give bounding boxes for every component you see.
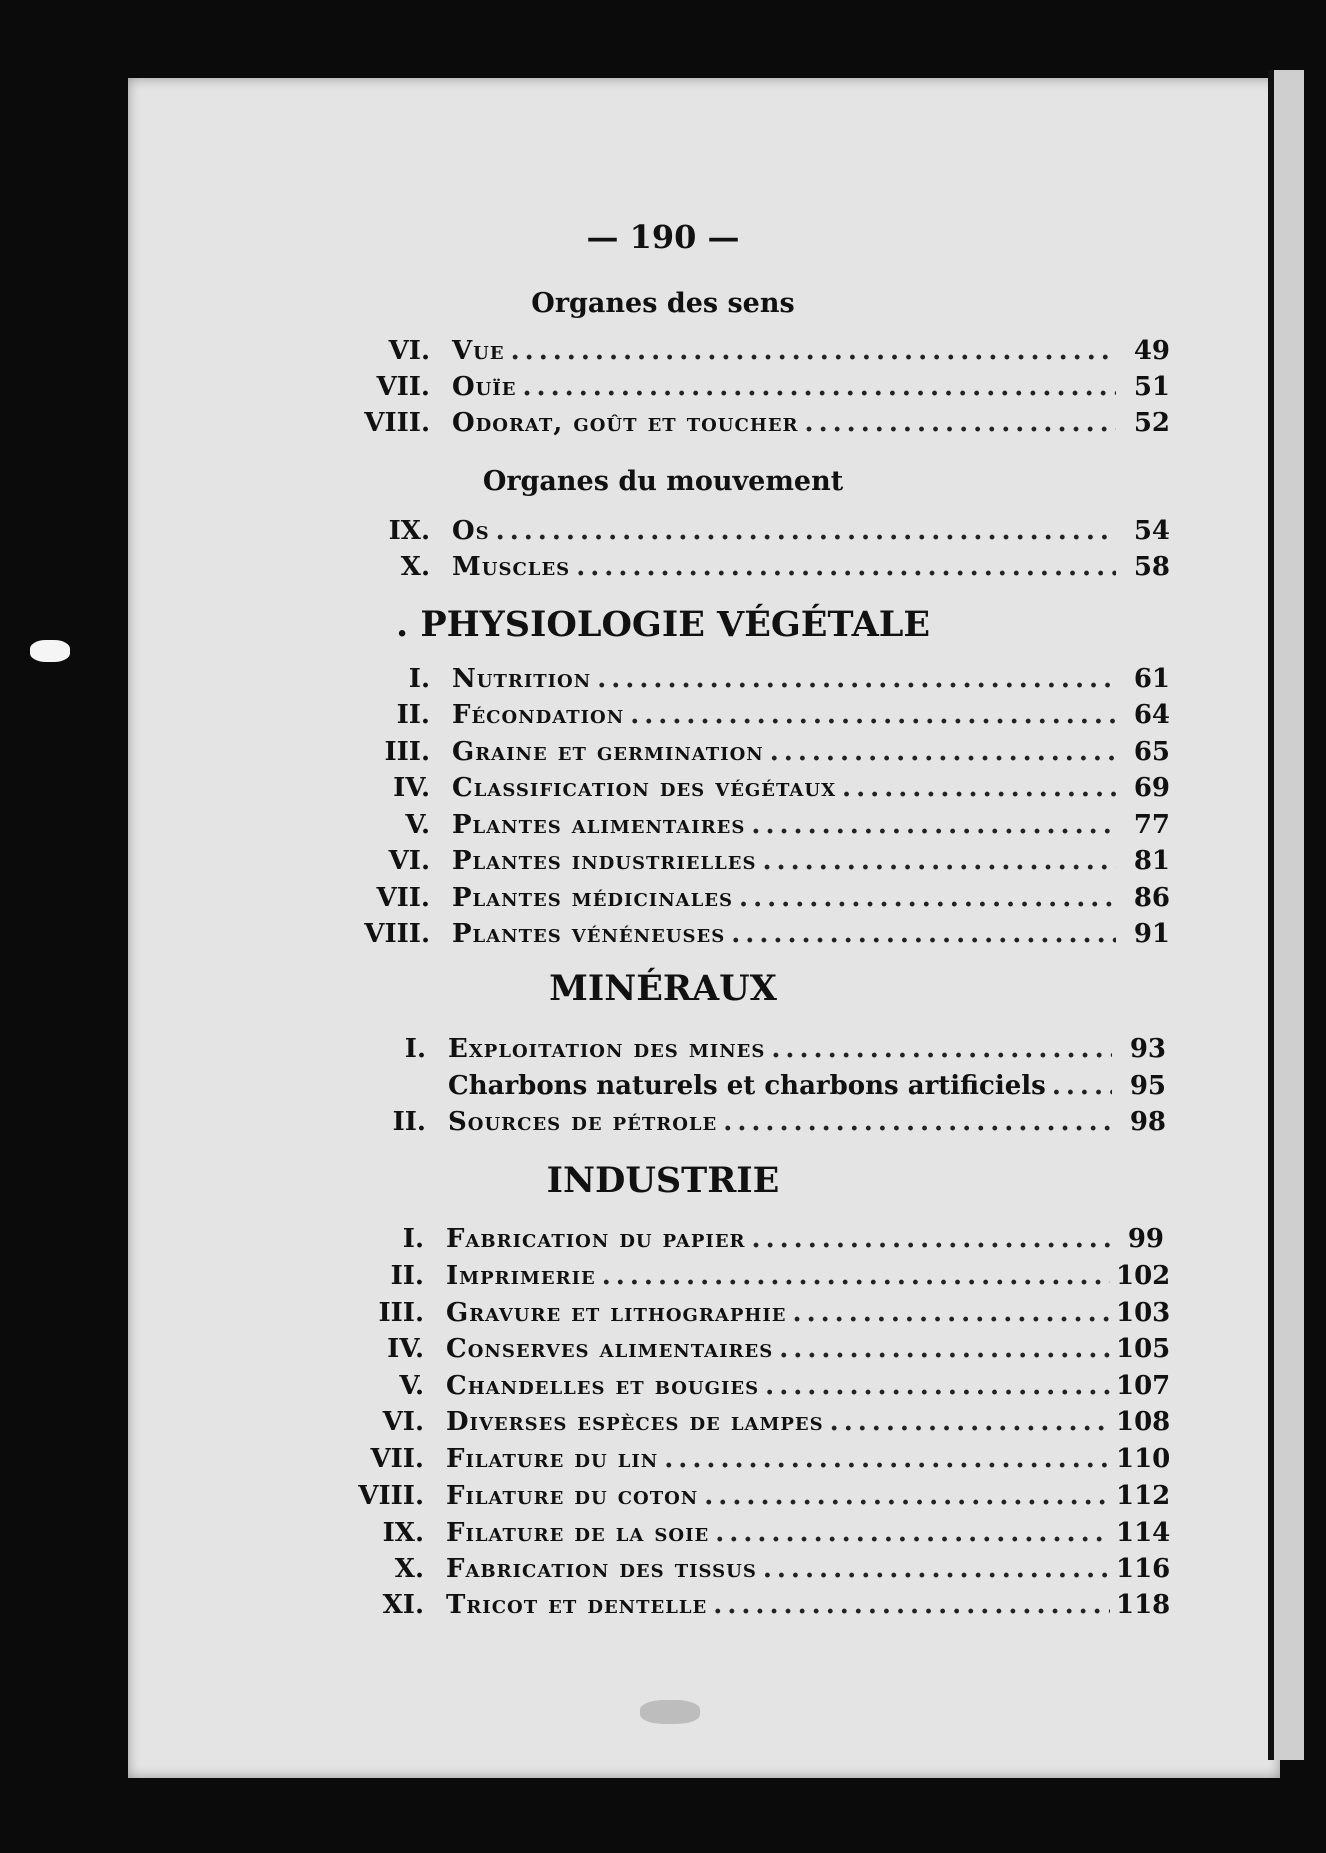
toc-entry <box>334 1590 1171 1626</box>
entry-number: VIII. <box>364 919 430 949</box>
entry-title: Odorat, goût et toucher <box>452 408 799 438</box>
toc-entry <box>334 1444 1171 1480</box>
entry-page: 49 <box>1133 336 1170 366</box>
toc-entry <box>340 883 1170 919</box>
page-number: — 190 — <box>586 218 740 256</box>
toc-entry <box>340 552 1170 588</box>
entry-page: 114 <box>1116 1518 1171 1548</box>
section-heading: Organes des sens <box>531 288 795 319</box>
entry-page: 52 <box>1133 408 1170 438</box>
entry-page: 81 <box>1133 846 1170 876</box>
toc-entry <box>340 919 1170 955</box>
entry-number: VIII. <box>364 408 430 438</box>
entry-title: Exploitation des mines <box>448 1034 766 1064</box>
leader-dots <box>664 1444 1110 1474</box>
entry-title: Muscles <box>452 552 571 582</box>
entry-title: Plantes industrielles <box>452 846 757 876</box>
leader-dots <box>739 883 1116 913</box>
toc-entry <box>334 1298 1171 1334</box>
section-heading: . PHYSIOLOGIE VÉGÉTALE <box>395 604 931 645</box>
leader-dots <box>723 1107 1112 1137</box>
toc-entry <box>340 516 1170 552</box>
leader-dots <box>523 372 1117 402</box>
leader-dots <box>779 1334 1110 1364</box>
toc-entry <box>334 1518 1171 1554</box>
entry-number: VII. <box>376 883 430 913</box>
leader-dots <box>763 846 1117 876</box>
leader-dots <box>713 1590 1110 1620</box>
entry-page: 116 <box>1116 1554 1171 1584</box>
entry-number: V. <box>405 810 430 840</box>
entry-page: 103 <box>1116 1298 1171 1328</box>
entry-number: VI. <box>388 846 430 876</box>
entry-number: VI. <box>382 1407 424 1437</box>
entry-title: Filature de la soie <box>446 1518 710 1548</box>
entry-number: I. <box>402 1224 424 1254</box>
entry-page: 58 <box>1133 552 1170 582</box>
toc-entry <box>334 1371 1171 1407</box>
leader-dots <box>771 1034 1112 1064</box>
section-heading: INDUSTRIE <box>546 1160 780 1201</box>
toc-entry <box>340 810 1170 846</box>
entry-number: II. <box>396 700 430 730</box>
entry-number: VII. <box>376 372 430 402</box>
entry-page: 98 <box>1129 1107 1166 1137</box>
toc-entry <box>340 737 1170 773</box>
entry-title: Fécondation <box>452 700 625 730</box>
entry-page: 77 <box>1133 810 1170 840</box>
entry-page: 91 <box>1133 919 1170 949</box>
entry-title: Chandelles et bougies <box>446 1371 760 1401</box>
entry-title: Plantes vénéneuses <box>452 919 726 949</box>
leader-dots <box>770 737 1116 767</box>
entry-title: Classification des végétaux <box>452 773 837 803</box>
entry-page: 105 <box>1116 1334 1171 1364</box>
entry-page: 118 <box>1116 1590 1171 1620</box>
entry-number: I. <box>408 664 430 694</box>
entry-number: II. <box>390 1261 424 1291</box>
toc-entry <box>336 1071 1166 1107</box>
entry-title: Gravure et lithographie <box>446 1298 787 1328</box>
entry-page: 99 <box>1127 1224 1164 1254</box>
leader-dots <box>597 664 1116 694</box>
entry-page: 51 <box>1133 372 1170 402</box>
leader-dots <box>715 1518 1110 1548</box>
entry-title: Tricot et dentelle <box>446 1590 708 1620</box>
entry-page: 108 <box>1116 1407 1171 1437</box>
entry-title: Ouïe <box>452 372 517 402</box>
entry-number: XI. <box>382 1590 424 1620</box>
entry-number: IV. <box>387 1334 424 1364</box>
leader-dots <box>830 1407 1110 1437</box>
entry-title: Graine et germination <box>452 737 764 767</box>
toc-entry <box>340 846 1170 882</box>
entry-number: IX. <box>388 516 430 546</box>
entry-title: Os <box>452 516 490 546</box>
leader-dots <box>842 773 1116 803</box>
entry-page: 95 <box>1129 1071 1166 1101</box>
toc-entry <box>340 773 1170 809</box>
entry-page: 112 <box>1116 1481 1171 1511</box>
entry-number: VIII. <box>358 1481 424 1511</box>
leader-dots <box>496 516 1116 546</box>
leader-dots <box>511 336 1116 366</box>
leader-dots <box>763 1554 1110 1584</box>
entry-number: VI. <box>388 336 430 366</box>
leader-dots <box>630 700 1116 730</box>
entry-title: Plantes médicinales <box>452 883 734 913</box>
entry-title: Filature du coton <box>446 1481 699 1511</box>
entry-page: 69 <box>1133 773 1170 803</box>
leader-dots <box>805 408 1116 438</box>
leader-dots <box>576 552 1116 582</box>
facing-page-edge <box>1268 70 1304 1760</box>
leader-dots <box>704 1481 1110 1511</box>
leader-dots <box>1052 1071 1112 1101</box>
entry-title: Nutrition <box>452 664 592 694</box>
toc-entry <box>340 336 1170 372</box>
entry-number: III. <box>378 1298 424 1328</box>
entry-number: III. <box>384 737 430 767</box>
section-heading: Organes du mouvement <box>482 466 844 497</box>
entry-title: Fabrication du papier <box>446 1224 746 1254</box>
toc-entry <box>336 1107 1166 1143</box>
leader-dots <box>751 810 1116 840</box>
entry-number: II. <box>392 1107 426 1137</box>
entry-title: Imprimerie <box>446 1261 596 1291</box>
toc-entry <box>340 664 1170 700</box>
entry-page: 61 <box>1133 664 1170 694</box>
leader-dots <box>765 1371 1110 1401</box>
entry-number: X. <box>394 1554 424 1584</box>
leader-dots <box>752 1224 1110 1254</box>
section-heading: MINÉRAUX <box>549 968 777 1009</box>
leader-dots <box>793 1298 1110 1328</box>
entry-title: Diverses espèces de lampes <box>446 1407 824 1437</box>
toc-entry <box>334 1407 1171 1443</box>
entry-title: Charbons naturels et charbons artificiels <box>448 1071 1046 1101</box>
toc-entry <box>340 372 1170 408</box>
entry-title: Filature du lin <box>446 1444 659 1474</box>
scan-artifact <box>640 1700 700 1724</box>
leader-dots <box>731 919 1116 949</box>
entry-page: 64 <box>1133 700 1170 730</box>
toc-entry <box>334 1481 1171 1517</box>
toc-entry <box>340 700 1170 736</box>
entry-title: Fabrication des tissus <box>446 1554 757 1584</box>
entry-page: 93 <box>1129 1034 1166 1064</box>
entry-number: IV. <box>393 773 430 803</box>
entry-page: 86 <box>1133 883 1170 913</box>
entry-page: 110 <box>1116 1444 1171 1474</box>
entry-number: V. <box>399 1371 424 1401</box>
entry-title: Conserves alimentaires <box>446 1334 774 1364</box>
entry-number: X. <box>400 552 430 582</box>
entry-title: Sources de pétrole <box>448 1107 718 1137</box>
entry-number: IX. <box>382 1518 424 1548</box>
entry-title: Plantes alimentaires <box>452 810 746 840</box>
toc-entry <box>334 1554 1171 1590</box>
toc-entry <box>340 408 1170 444</box>
toc-entry <box>334 1334 1171 1370</box>
entry-number: VII. <box>370 1444 424 1474</box>
entry-page: 102 <box>1116 1261 1171 1291</box>
toc-entry <box>334 1224 1164 1260</box>
leader-dots <box>602 1261 1110 1291</box>
entry-page: 107 <box>1116 1371 1171 1401</box>
toc-entry <box>336 1034 1166 1070</box>
entry-page: 54 <box>1133 516 1170 546</box>
toc-entry <box>334 1261 1171 1297</box>
entry-title: Vue <box>452 336 505 366</box>
entry-number: I. <box>404 1034 426 1064</box>
entry-page: 65 <box>1133 737 1170 767</box>
